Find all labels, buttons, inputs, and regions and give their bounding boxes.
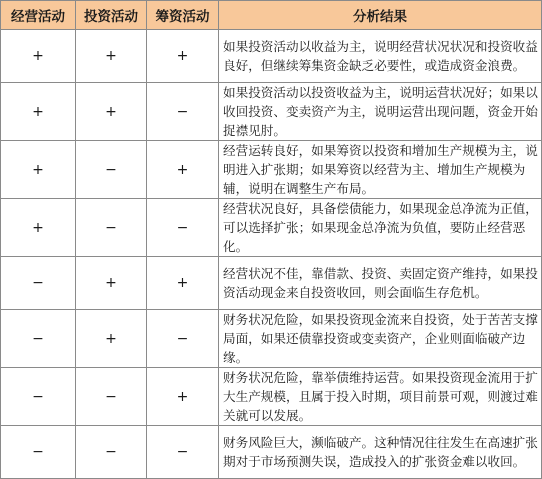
table-row [1, 310, 542, 368]
table-row [1, 257, 542, 310]
financing-sign: + [147, 368, 219, 426]
header-investing-activities: 投资活动 [76, 1, 147, 30]
table-body [1, 30, 542, 479]
operating-sign: + [1, 83, 76, 141]
financing-sign: + [147, 141, 219, 199]
investing-sign: + [76, 30, 147, 83]
investing-sign: − [76, 141, 147, 199]
investing-sign: − [76, 199, 147, 257]
table-row [1, 199, 542, 257]
financing-sign: − [147, 83, 219, 141]
operating-sign: − [1, 426, 76, 479]
financing-sign: − [147, 310, 219, 368]
header-row [1, 1, 542, 30]
operating-sign: + [1, 199, 76, 257]
operating-sign: + [1, 141, 76, 199]
analysis-result: 财务状况危险，如果投资现金流来自投资，处于苦苦支撑局面，如果还债靠投资或变卖资产，企业则面临破产边缘。 [219, 310, 542, 368]
analysis-result: 如果投资活动以投资收益为主，说明运营状况好；如果以收回投资、变卖资产为主，说明运营出现问题，资金开始捉襟见肘。 [219, 83, 542, 141]
analysis-result: 财务状况危险，靠举债维持运营。如果投资现金流用于扩大生产规模，且属于投入时期，项目前景可观，则渡过难关就可以发展。 [219, 368, 542, 426]
table-row [1, 30, 542, 83]
investing-sign: + [76, 257, 147, 310]
table-row [1, 83, 542, 141]
table-row [1, 426, 542, 479]
analysis-result: 财务风险巨大，濒临破产。这种情况往往发生在高速扩张期对于市场预测失误，造成投入的扩张资金难以收回。 [219, 426, 542, 479]
investing-sign: + [76, 310, 147, 368]
table-row [1, 141, 542, 199]
investing-sign: − [76, 426, 147, 479]
financing-sign: − [147, 426, 219, 479]
financing-sign: + [147, 30, 219, 83]
investing-sign: − [76, 368, 147, 426]
operating-sign: − [1, 368, 76, 426]
table-row [1, 368, 542, 426]
operating-sign: − [1, 257, 76, 310]
header-operating-activities: 经营活动 [1, 1, 76, 30]
header-analysis-result: 分析结果 [219, 1, 542, 30]
financing-sign: − [147, 199, 219, 257]
analysis-result: 如果投资活动以收益为主，说明经营状况状况和投资收益良好，但继续筹集资金缺乏必要性，或造成资金浪费。 [219, 30, 542, 83]
operating-sign: − [1, 310, 76, 368]
table-header [1, 1, 542, 30]
analysis-result: 经营状况不佳，靠借款、投资、卖固定资产维持，如果投资活动现金来自投资收回，则会面临生存危机。 [219, 257, 542, 310]
analysis-result: 经营状况良好，具备偿债能力，如果现金总净流为正值，可以选择扩张；如果现金总净流为负值，要防止经营恶化。 [219, 199, 542, 257]
operating-sign: + [1, 30, 76, 83]
financing-sign: + [147, 257, 219, 310]
investing-sign: + [76, 83, 147, 141]
header-financing-activities: 筹资活动 [147, 1, 219, 30]
analysis-result: 经营运转良好，如果筹资以投资和增加生产规模为主，说明进入扩张期；如果筹资以经营为主、增加生产规模为辅，说明在调整生产布局。 [219, 141, 542, 199]
